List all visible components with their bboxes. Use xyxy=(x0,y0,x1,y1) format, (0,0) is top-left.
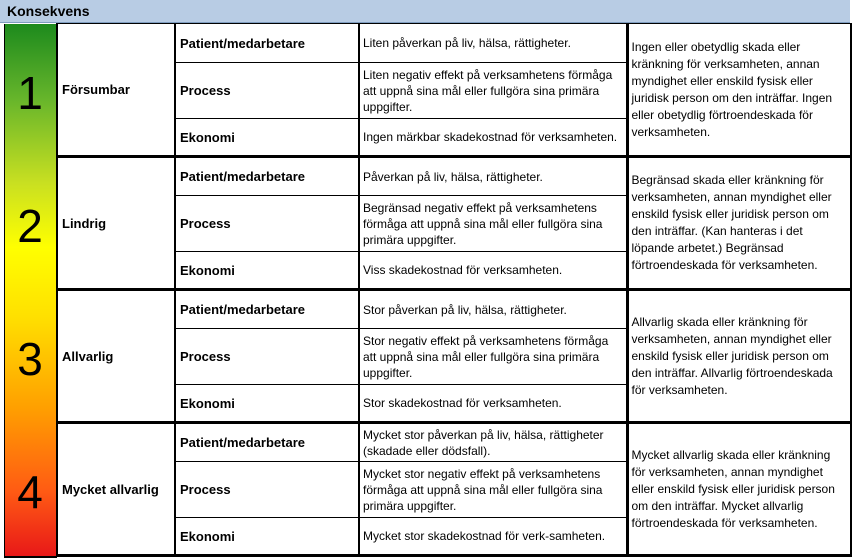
category-cell: Patient/medarbetare xyxy=(175,290,359,329)
description-cell: Mycket stor skadekostnad för verk-samheten. xyxy=(359,518,627,556)
description-cell: Stor skadekostnad för verksamheten. xyxy=(359,385,627,423)
level-number-3: 3 xyxy=(17,333,43,385)
category-cell: Process xyxy=(175,63,359,119)
description-cell: Stor negativ effekt på verksamhetens förmåga att uppnå sina mål eller fullgöra sina primära uppgifter. xyxy=(359,329,627,385)
category-cell: Patient/medarbetare xyxy=(175,423,359,462)
summary-cell: Mycket allvarlig skada eller kränkning för verksamheten, annan myndighet eller enskild fysisk eller juridisk person om den inträffar. Mycket allvarlig förtroendeskada för verksamheten. xyxy=(627,423,851,556)
category-cell: Process xyxy=(175,329,359,385)
level-number-2: 2 xyxy=(17,200,43,252)
summary-cell: Allvarlig skada eller kränkning för verksamheten, annan myndighet eller enskild fysisk eller juridisk person om den inträffar. Allvarlig förtroendeskada för verksamheten. xyxy=(627,290,851,423)
category-cell: Patient/medarbetare xyxy=(175,24,359,63)
consequence-table xyxy=(56,23,852,557)
description-cell: Påverkan på liv, hälsa, rättigheter. xyxy=(359,157,627,196)
description-cell: Mycket stor påverkan på liv, hälsa, rättigheter (skadade eller dödsfall). xyxy=(359,423,627,462)
table-row xyxy=(57,157,851,196)
table-row xyxy=(57,423,851,462)
category-cell: Process xyxy=(175,462,359,518)
description-cell: Mycket stor negativ effekt på verksamhetens förmåga att uppnå sina mål eller fullgöra sina primära uppgifter. xyxy=(359,462,627,518)
level-number-1: 1 xyxy=(17,67,43,119)
summary-cell: Ingen eller obetydlig skada eller kränkning för verksamheten, annan myndighet eller enskild fysisk eller juridisk person om den inträffar. Ingen eller obetydlig förtroendeskada för verksamheten. xyxy=(627,24,851,157)
category-cell: Patient/medarbetare xyxy=(175,157,359,196)
summary-cell: Begränsad skada eller kränkning för verksamheten, annan myndighet eller enskild fysisk eller juridisk person om den inträffar. (Kan hanteras i det löpande arbetet.) Begränsad förtroendeskada för verksamheten. xyxy=(627,157,851,290)
table-header xyxy=(0,0,850,23)
description-cell: Liten negativ effekt på verksamhetens förmåga att uppnå sina mål eller fullgöra sina primära uppgifter. xyxy=(359,63,627,119)
description-cell: Begränsad negativ effekt på verksamhetens förmåga att uppnå sina mål eller fullgöra sina primära uppgifter. xyxy=(359,196,627,252)
level-number-4: 4 xyxy=(17,466,43,518)
level-name: Försumbar xyxy=(57,24,175,157)
description-cell: Liten påverkan på liv, hälsa, rättigheter. xyxy=(359,24,627,63)
level-name: Lindrig xyxy=(57,157,175,290)
category-cell: Process xyxy=(175,196,359,252)
description-cell: Stor påverkan på liv, hälsa, rättigheter. xyxy=(359,290,627,329)
category-cell: Ekonomi xyxy=(175,252,359,290)
table-row xyxy=(57,290,851,329)
table-title: Konsekvens xyxy=(7,3,90,19)
table-row xyxy=(57,24,851,63)
description-cell: Ingen märkbar skadekostnad för verksamheten. xyxy=(359,119,627,157)
level-name: Allvarlig xyxy=(57,290,175,423)
category-cell: Ekonomi xyxy=(175,119,359,157)
category-cell: Ekonomi xyxy=(175,518,359,556)
category-cell: Ekonomi xyxy=(175,385,359,423)
level-name: Mycket allvarlig xyxy=(57,423,175,556)
description-cell: Viss skadekostnad för verksamheten. xyxy=(359,252,627,290)
